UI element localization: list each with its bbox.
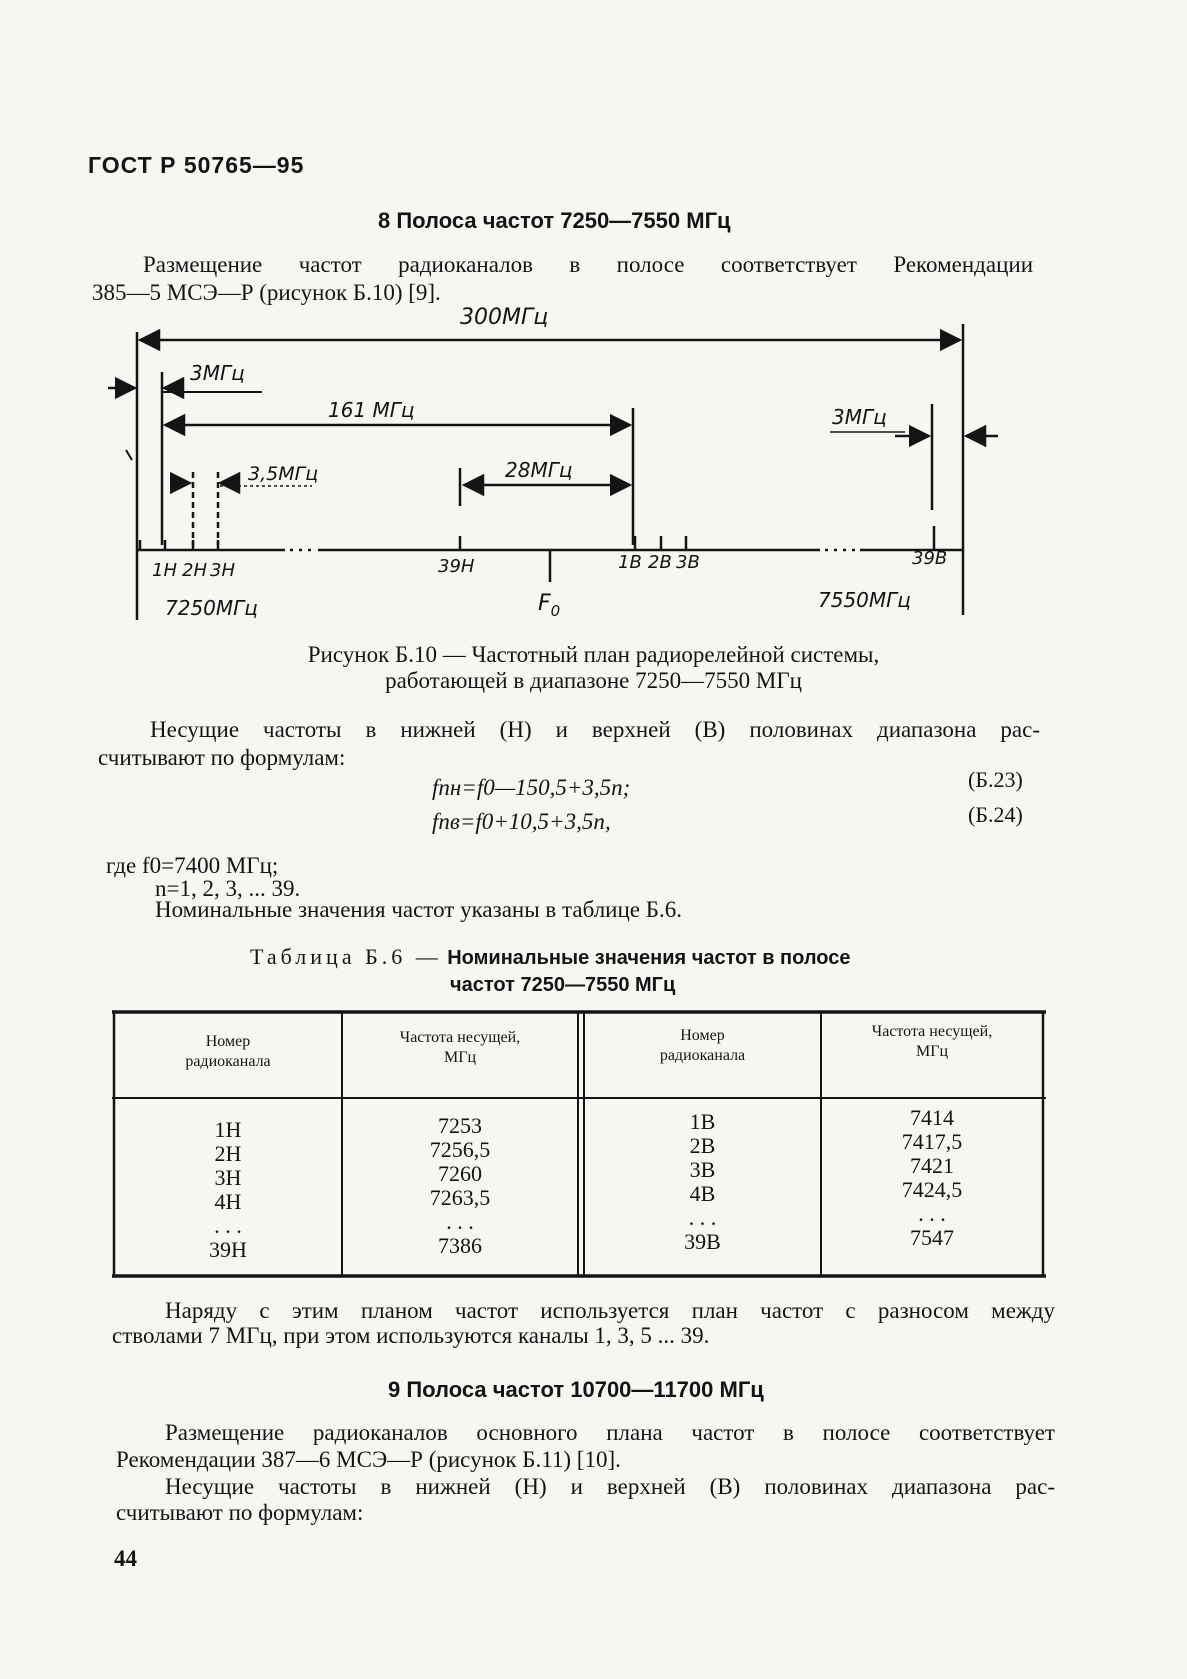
label-3mhz-right: 3МГц — [832, 405, 887, 429]
header-carrier-frequency-1: Частота несущей, МГц — [399, 1029, 521, 1066]
label-3-5mhz: 3,5МГц — [248, 463, 319, 485]
table-cell: 7260 — [438, 1161, 482, 1186]
label-f0: $F_0$ — [538, 591, 561, 620]
table-cell: 2Н — [214, 1141, 242, 1166]
table-cell: . . . — [446, 1209, 474, 1234]
carriers-para-line1: Несущие частоты в нижней (Н) и верхней (В) половинах диапазона рас- — [150, 717, 1040, 742]
label-7550mhz: 7550МГц — [818, 588, 911, 612]
label-7250mhz: 7250МГц — [165, 596, 258, 620]
after-table-line1: Наряду с этим планом частот используется план частот с разносом между — [165, 1298, 1055, 1323]
nominal-values-note: Номинальные значения частот указаны в таблице Б.6. — [155, 897, 682, 922]
table-cell: 39Н — [209, 1237, 247, 1262]
column-channels-lower — [114, 1118, 342, 1262]
carriers-para-line2: считывают по формулам: — [98, 745, 346, 770]
formula-b24: fпв=f0+10,5+3,5n, — [432, 809, 611, 834]
figure-caption-line1: Рисунок Б.10 — Частотный план радиорелейной системы, — [307, 642, 880, 667]
label-39b: 39В — [912, 548, 948, 569]
table-title-bold: Номинальные значения частот в полосе — [447, 947, 851, 969]
page-number: 44 — [114, 1546, 137, 1571]
where-f0: где f0=7400 МГц; — [106, 853, 279, 878]
section-9-para-line2: Рекомендации 387—6 МСЭ—Р (рисунок Б.11) [10]. — [116, 1447, 621, 1472]
table-cell: 7253 — [438, 1113, 482, 1138]
formula-b23: fпн=f0—150,5+3,5n; — [432, 775, 631, 800]
table-title-line1 — [250, 944, 851, 970]
table-cell: 4Н — [214, 1189, 242, 1214]
table-cell: 1Н — [214, 1117, 242, 1142]
table-cell: 7421 — [910, 1153, 954, 1178]
table-cell: 7414 — [910, 1105, 954, 1130]
header-channel-number-1: Номер радиоканала — [185, 1033, 271, 1070]
table-label: Таблица Б.6 — — [250, 944, 442, 969]
section-9-para-line1: Размещение радиоканалов основного плана частот в полосе соответствует — [165, 1420, 1055, 1445]
section-8-para-line2: 385—5 МСЭ—Р (рисунок Б.10) [9]. — [92, 280, 441, 305]
label-3h: 3Н — [210, 560, 235, 581]
section-9-para2-line2: считывают по формулам: — [116, 1500, 364, 1525]
document-header: ГОСТ Р 50765—95 — [88, 152, 305, 178]
table-cell: . . . — [688, 1205, 717, 1230]
table-cell: 7417,5 — [901, 1129, 963, 1154]
formula-b23-number: (Б.23) — [968, 767, 1023, 792]
label-161mhz: 161 МГц — [328, 398, 415, 422]
after-table-line2: стволами 7 МГц, при этом используются каналы 1, 3, 5 ... 39. — [112, 1323, 710, 1348]
section-8-title: 8 Полоса частот 7250—7550 МГц — [378, 208, 731, 233]
table-cell: 7263,5 — [429, 1185, 491, 1210]
label-3mhz-left: 3МГц — [190, 361, 245, 385]
section-9-title: 9 Полоса частот 10700—11700 МГц — [388, 1377, 764, 1402]
column-channels-upper — [584, 1110, 821, 1254]
table-cell: 7424,5 — [901, 1177, 963, 1202]
header-channel-number-2: Номер радиоканала — [659, 1027, 746, 1064]
table-cell: 1В — [689, 1109, 716, 1134]
label-3b: 3В — [676, 552, 700, 573]
table-cell: . . . — [918, 1201, 946, 1226]
table-cell: 3Н — [214, 1165, 242, 1190]
label-28mhz: 28МГц — [505, 458, 573, 482]
label-1h: 1Н — [152, 560, 177, 581]
section-8-para-line1: Размещение частот радиоканалов в полосе соответствует Рекомендации — [143, 252, 1033, 277]
frequency-table — [112, 1010, 1046, 1280]
label-2b: 2В — [648, 552, 672, 573]
label-300mhz: 300МГц — [460, 305, 549, 330]
table-cell: 39В — [684, 1229, 721, 1254]
label-1b: 1В — [618, 552, 642, 573]
table-cell: 4В — [689, 1181, 716, 1206]
where-n: n=1, 2, 3, ... 39. — [155, 876, 301, 901]
table-cell: . . . — [214, 1213, 242, 1238]
table-cell: 7386 — [438, 1233, 482, 1258]
label-39h: 39Н — [438, 556, 475, 577]
table-cell: 7256,5 — [429, 1137, 491, 1162]
formula-b24-number: (Б.24) — [968, 802, 1023, 827]
table-cell: 7547 — [910, 1225, 954, 1250]
table-cell: 3В — [689, 1157, 716, 1182]
column-frequencies-lower — [342, 1114, 578, 1258]
column-frequencies-upper — [821, 1106, 1043, 1250]
section-9-para2-line1: Несущие частоты в нижней (Н) и верхней (В) половинах диапазона рас- — [165, 1474, 1055, 1499]
table-cell: 2В — [689, 1133, 716, 1158]
header-carrier-frequency-2: Частота несущей, МГц — [871, 1023, 993, 1060]
figure-caption-line2: работающей в диапазоне 7250—7550 МГц — [385, 668, 802, 693]
table-title-line2: частот 7250—7550 МГц — [450, 974, 676, 996]
frequency-plan-diagram — [0, 300, 1187, 630]
label-2h: 2Н — [182, 560, 207, 581]
